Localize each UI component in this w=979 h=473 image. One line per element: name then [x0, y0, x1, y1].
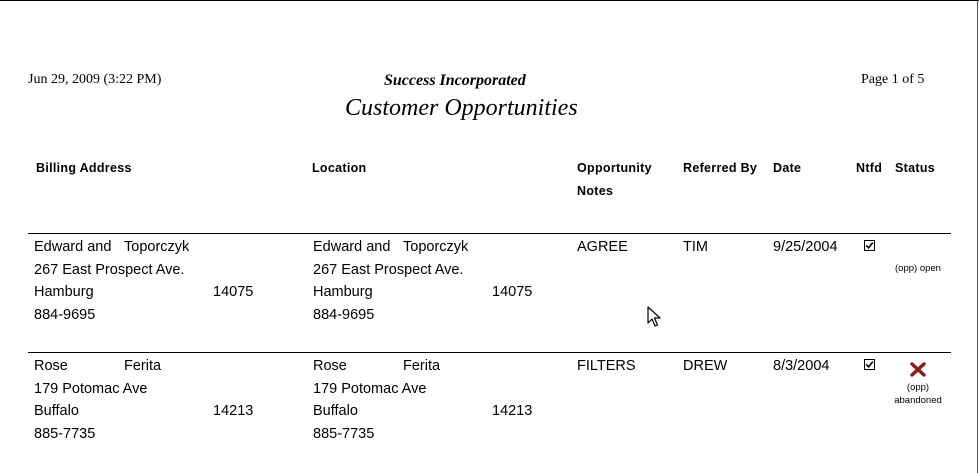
location-street: 179 Potomac Ave — [313, 380, 427, 397]
billing-last-name: Toporczyk — [124, 239, 190, 255]
notified-checkbox — [864, 240, 875, 251]
red-x-icon — [910, 362, 926, 377]
opportunity-date: 8/3/2004 — [773, 358, 830, 374]
billing-zip: 14213 — [213, 403, 254, 419]
location-city: Buffalo — [313, 403, 358, 419]
column-header-billing: Billing Address — [36, 161, 132, 175]
right-border — [977, 0, 978, 473]
location-street: 267 East Prospect Ave. — [313, 261, 464, 278]
location-address — [313, 355, 563, 445]
page-number: Page 1 of 5 — [861, 72, 925, 87]
location-zip: 14075 — [492, 284, 533, 300]
notified-checkbox — [864, 359, 875, 370]
column-header-notes-line2: Notes — [577, 184, 614, 198]
location-phone: 885-7735 — [313, 425, 375, 442]
billing-phone: 884-9695 — [34, 306, 96, 323]
top-border — [0, 0, 979, 1]
location-zip: 14213 — [492, 403, 533, 419]
location-phone: 884-9695 — [313, 306, 375, 323]
referred-by: TIM — [683, 239, 708, 255]
column-header-referred: Referred By — [683, 161, 758, 175]
billing-first-name: Edward and — [34, 239, 112, 255]
billing-street: 179 Potomac Ave — [34, 380, 148, 397]
row-divider — [28, 233, 951, 234]
report-date: Jun 29, 2009 (3:22 PM) — [28, 72, 162, 87]
billing-address — [34, 355, 284, 445]
status-text — [884, 262, 952, 275]
report-title: Customer Opportunities — [345, 95, 578, 121]
opportunity-notes: FILTERS — [577, 358, 636, 374]
billing-city: Buffalo — [34, 403, 79, 419]
location-last-name: Toporczyk — [403, 239, 469, 255]
row-divider — [28, 352, 951, 353]
checkmark-icon — [865, 360, 874, 369]
referred-by: DREW — [683, 358, 728, 374]
column-header-date: Date — [773, 161, 802, 175]
checkmark-icon — [865, 241, 874, 250]
billing-street: 267 East Prospect Ave. — [34, 261, 185, 278]
billing-last-name: Ferita — [124, 358, 162, 374]
location-last-name: Ferita — [403, 358, 441, 374]
billing-zip: 14075 — [213, 284, 254, 300]
company-name: Success Incorporated — [384, 72, 526, 89]
column-header-location: Location — [312, 161, 367, 175]
billing-phone: 885-7735 — [34, 425, 96, 442]
status-text — [884, 381, 952, 407]
billing-first-name: Rose — [34, 358, 68, 374]
opportunity-date: 9/25/2004 — [773, 239, 838, 255]
status-line1: (opp) — [906, 382, 930, 393]
location-city: Hamburg — [313, 284, 373, 300]
column-header-notes-line1: Opportunity — [577, 161, 652, 175]
column-header-notes — [577, 157, 652, 203]
mouse-cursor-icon — [647, 306, 661, 328]
location-first-name: Edward and — [313, 239, 391, 255]
column-header-status: Status — [895, 161, 936, 175]
status-line1: (opp) open — [895, 263, 941, 274]
billing-address — [34, 236, 284, 326]
opportunity-notes: AGREE — [577, 239, 628, 255]
status-line2: abandoned — [894, 395, 942, 406]
column-header-ntfd: Ntfd — [856, 161, 883, 175]
location-first-name: Rose — [313, 358, 347, 374]
location-address — [313, 236, 563, 326]
billing-city: Hamburg — [34, 284, 94, 300]
